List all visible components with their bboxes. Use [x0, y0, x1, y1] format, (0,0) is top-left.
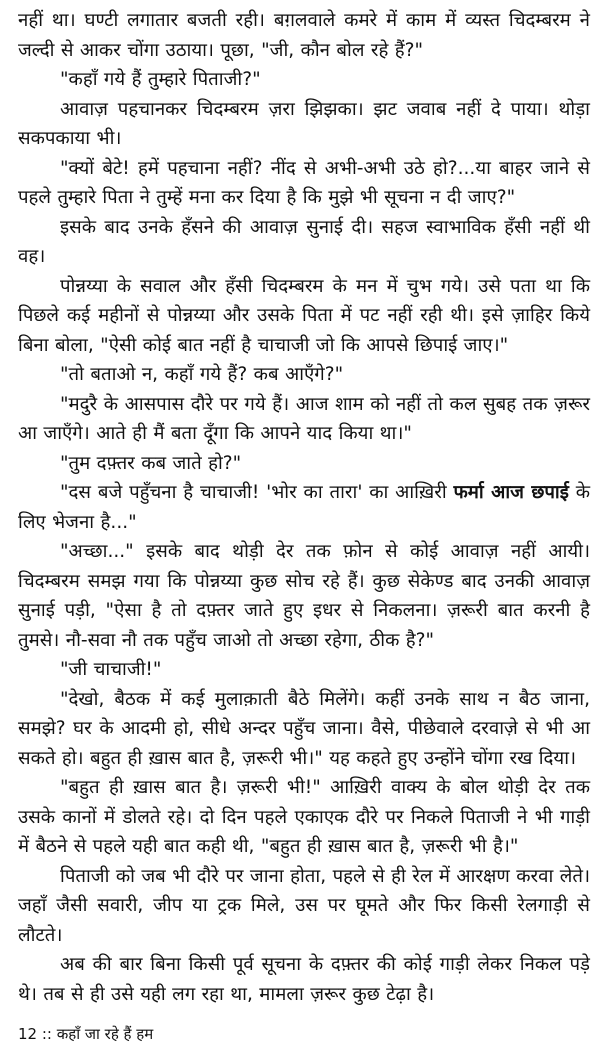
page-number: 12: [18, 1025, 38, 1043]
paragraph: "तो बताओ न, कहाँ गये हैं? कब आएँगे?": [60, 364, 344, 385]
footer-separator: ::: [41, 1025, 52, 1043]
paragraph: "देखो, बैठक में कई मुलाक़ाती बैठे मिलेंगे। कहीं उनके साथ न बैठ जाना, समझे? घर के आदमी हो, सीधे अन्दर पहुँच जाना। वैसे, पीछेवाले दरवाज़े से भी आ सकते हो। बहुत ही ख़ास बात है, ज़रूरी भी।" यह कहते हुए उन्होंने चोंगा रख दिया।: [18, 688, 590, 769]
paragraph: "जी चाचाजी!": [60, 659, 162, 680]
paragraph-segment: "दस बजे पहुँचना है चाचाजी! 'भोर का तारा' का आख़िरी: [60, 482, 454, 503]
paragraph-with-bold: [18, 478, 590, 537]
book-title: कहाँ जा रहे हैं हम: [56, 1025, 154, 1043]
paragraph: "मदुरै के आसपास दौरे पर गये हैं। आज शाम को नहीं तो कल सुबह तक ज़रूर आ जाएँगे। आते ही मैं बता दूँगा कि आपने याद किया था।": [18, 393, 590, 444]
page-footer: [18, 1024, 153, 1044]
paragraph: पिताजी को जब भी दौरे पर जाना होता, पहले से ही रेल में आरक्षण करवा लेते। जहाँ जैसी सवारी, जीप या ट्रक मिले, उस पर घूमते और फिर किसी रेलगाड़ी से लौटते।: [18, 865, 590, 946]
body-text: [18, 6, 590, 1009]
paragraph: "अच्छा..." इसके बाद थोड़ी देर तक फ़ोन से कोई आवाज़ नहीं आयी। चिदम्बरम समझ गया कि पोन्नय्या कुछ सोच रहे हैं। कुछ सेकेण्ड बाद उनकी आवाज़ सुनाई पड़ी, "ऐसा है तो दफ़्तर जाते हुए इधर से निकलना। ज़रूरी बात करनी है तुमसे। नौ-सवा नौ तक पहुँच जाओ तो अच्छा रहेगा, ठीक है?": [18, 541, 590, 651]
paragraph: नहीं था। घण्टी लगातार बजती रही। बग़लवाले कमरे में काम में व्यस्त चिदम्बरम ने जल्दी से आकर चोंगा उठाया। पूछा, "जी, कौन बोल रहे हैं?": [18, 10, 590, 61]
paragraph-segment: के लिए भेजना है...": [18, 482, 590, 533]
paragraph: "बहुत ही ख़ास बात है। ज़रूरी भी!" आख़िरी वाक्य के बोल थोड़ी देर तक उसके कानों में डोलते रहे। दो दिन पहले एकाएक दौरे पर निकले पिताजी ने भी गाड़ी में बैठने से पहले यही बात कही थी, "बहुत ही ख़ास बात है, ज़रूरी भी है।": [18, 777, 590, 857]
bold-phrase: फर्मा आज छपाई: [453, 482, 569, 503]
paragraph: "क्यों बेटे! हमें पहचाना नहीं? नींद से अभी-अभी उठे हो?...या बाहर जाने से पहले तुम्हारे पिता ने तुम्हें मना कर दिया है कि मुझे भी सूचना न दी जाए?": [18, 157, 590, 208]
paragraph: पोन्नय्या के सवाल और हँसी चिदम्बरम के मन में चुभ गये। उसे पता था कि पिछले कई महीनों से पोन्नय्या और उसके पिता में पट नहीं रही थी। इसे ज़ाहिर किये बिना बोला, "ऐसी कोई बात नहीं है चाचाजी जो कि आपसे छिपाई जाए।": [18, 275, 590, 356]
paragraph: इसके बाद उनके हँसने की आवाज़ सुनाई दी। सहज स्वाभाविक हँसी नहीं थी वह।: [18, 216, 590, 267]
paragraph: "कहाँ गये हैं तुम्हारे पिताजी?": [60, 69, 261, 90]
paragraph: "तुम दफ़्तर कब जाते हो?": [60, 452, 242, 474]
paragraph: अब की बार बिना किसी पूर्व सूचना के दफ़्तर की कोई गाड़ी लेकर निकल पड़े थे। तब से ही उसे यही लग रहा था, मामला ज़रूर कुछ टेढ़ा है।: [18, 954, 590, 1005]
paragraph: आवाज़ पहचानकर चिदम्बरम ज़रा झिझका। झट जवाब नहीं दे पाया। थोड़ा सकपकाया भी।: [18, 98, 590, 149]
